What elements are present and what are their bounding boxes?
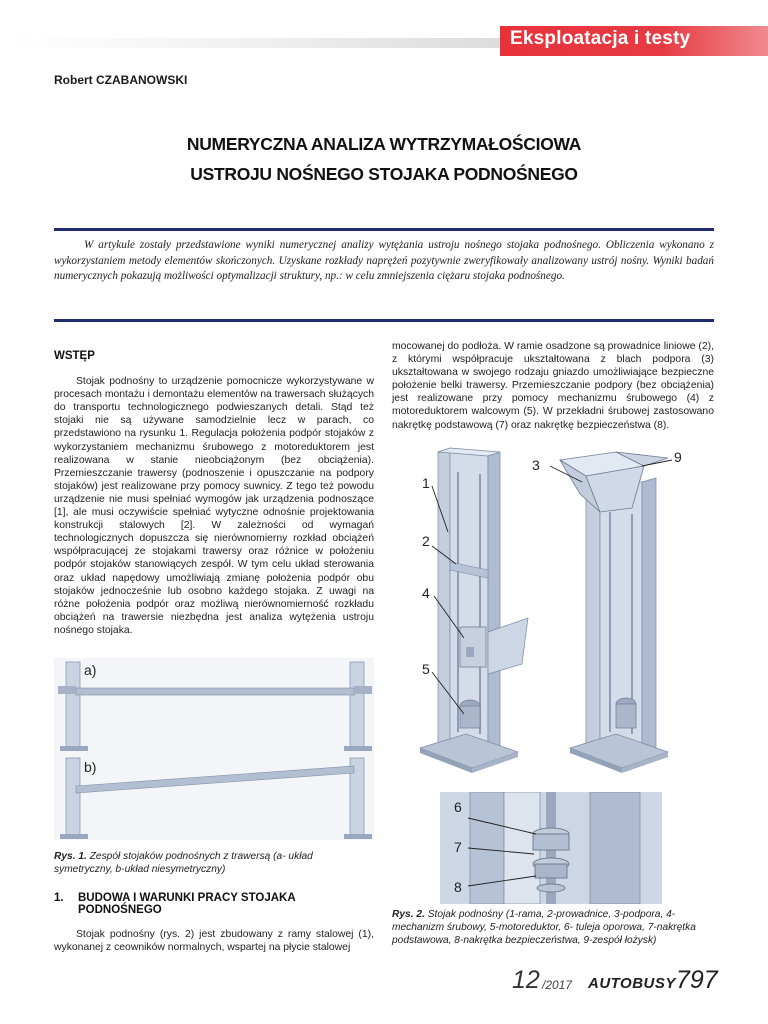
header-gradient-strip [10,38,500,48]
footer-year: /2017 [542,978,573,992]
section-1-heading [54,892,374,916]
column-2-paragraph [392,340,714,432]
article-title-line-2: USTROJU NOŚNEGO STOJAKA PODNOŚNEGO [190,164,578,184]
figure-2-label-guides: 2 [422,533,430,549]
figure-2-detail-label-main-nut: 7 [454,839,462,855]
figure-1 [54,658,374,840]
figure-1-caption-text: Zespół stojaków podnośnych z trawersą (a- układ symetryczny, b-układ niesymetryczny) [54,851,313,875]
section-1-body: Stojak podnośny (rys. 2) jest zbudowany z ramy stalowej (1), wykonanej z ceowników normalnych, wspartej na płycie stalowej [54,929,374,954]
figure-2-detail-label-safety-nut: 8 [454,879,462,895]
section-1-number: 1. [54,892,64,904]
intro-heading: WSTĘP [54,350,95,362]
figure-1-drawing [54,658,374,840]
abstract-top-rule [54,228,714,231]
abstract: W artykule zostały przedstawione wyniki numerycznej analizy wytężania ustroju nośnego stojaka podnośnego. Obliczenia wykonano z wykorzystaniem metody elementów skończonych. Uzyskane rozkłady naprężeń pozytywnie zweryfikowały analizowany ustrój nośny. Wyniki badań numerycznych pokazują możliwości optymalizacji struktury, np.: w celu zmniejszenia ciężaru stojaka podnośnego. [54,239,714,282]
figure-2-label-screw-mechanism: 4 [422,585,430,601]
section-header-title: Eksploatacja i testy [510,28,691,49]
intro-paragraph: Stojak podnośny to urządzenie pomocnicze wykorzystywane w procesach montażu i demontażu elementów na trawersach służących do transportu technologicznego podwieszanych detali. Stąd też stojaki nie są używane samodzielnie lecz w parach, co przedstawiono na rysunku 1. Regulacja położenia podpór stojaków z wykorzystaniem mechanizmu śrubowego z motoreduktorem jest realizowana w stanie nieobciążonym (bez obciążenia). Przemieszczanie trawersy (podnoszenie i opuszczanie na podpory stojaków) jest realizowane przy pomocy suwnicy. Z tego też powodu urządzenie nie musi spełniać wymogów jak urządzenia podnoszące [1], ale musi oczywiście spełniać wytyczne odnośnie projektowania konstrukcji stalowych [2]. W zależności od wymagań technologicznych dopuszcza się nierównomierny rozkład obciążeń współpracującej ze stojakami trawersy oraz różnice w położeniu podpór stojaków stanowiących zespół. W tym celu układ sterowania oraz układ napędowy umożliwiają zmianę położenia podpór obu stojaków jednocześnie lub osobno każdego stojaka. Z uwagi na różne położenia podpór oraz możliwą nierównomierność rozkładu obciążeń na trawersie niezbędna jest analiza wytężenia ustroju nośnego stojaka. [54,376,374,636]
figure-1a-label: a) [84,662,97,678]
abstract-bottom-rule [54,319,714,322]
section-1-title-line-1: BUDOWA I WARUNKI PRACY STOJAKA [78,892,296,904]
figure-2-caption-number: Rys. 2. [392,909,425,920]
figure-2-caption-text: Stojak podnośny (1-rama, 2-prowadnice, 3-podpora, 4-mechanizm śrubowy, 5-motoreduktor, 6- tuleja oporowa, 7-nakrętka podstawowa, 8-nakrętka bezpieczeństwa, 9-zespół łożysk) [392,909,696,946]
figure-2-detail-label-thrust-sleeve: 6 [454,799,462,815]
figure-2-label-bearings: 9 [674,449,682,465]
column-2-body: mocowanej do podłoża. W ramie osadzone są prowadnice liniowe (2), z którymi współpracuje ukształtowana z blach podpora (3) ukształtowana w swojego rodzaju gniazdo umożliwiające bezpieczne położenie belki trawersy. Przemieszczanie podpory (bez obciążenia) jest realizowane przy pomocy mechanizmu śrubowego (4) z motoreduktorem walcowym (5). W przekładni śrubowej zastosowano nakrętkę podstawową (7) oraz nakrętkę bezpieczeństwa (8). [392,341,714,431]
author-name: Robert CZABANOWSKI [54,73,188,87]
figure-2-detail-drawing [440,792,662,904]
figure-2 [410,442,700,786]
figure-2-right-stand [560,452,668,773]
figure-2-label-motor: 5 [422,661,430,677]
figure-2-label-frame: 1 [422,475,430,491]
figure-1-caption-number: Rys. 1. [54,851,87,862]
figure-2-label-support: 3 [532,457,540,473]
intro-section [54,350,374,637]
footer-issue-number: 12 [512,966,540,994]
figure-1-caption [54,850,374,876]
section-1-paragraph [54,928,374,954]
footer-page-number: 797 [676,966,718,994]
section-1-title-line-2: PODNOŚNEGO [78,904,162,916]
figure-2-caption [392,908,714,947]
figure-2-detail [440,792,662,904]
figure-1-background [54,658,374,840]
footer-magazine-name: AUTOBUSY [588,975,676,992]
figure-1b-label: b) [84,759,97,775]
figure-2-drawing [410,442,700,786]
article-title-line-1: NUMERYCZNA ANALIZA WYTRZYMAŁOŚCIOWA [186,134,582,154]
